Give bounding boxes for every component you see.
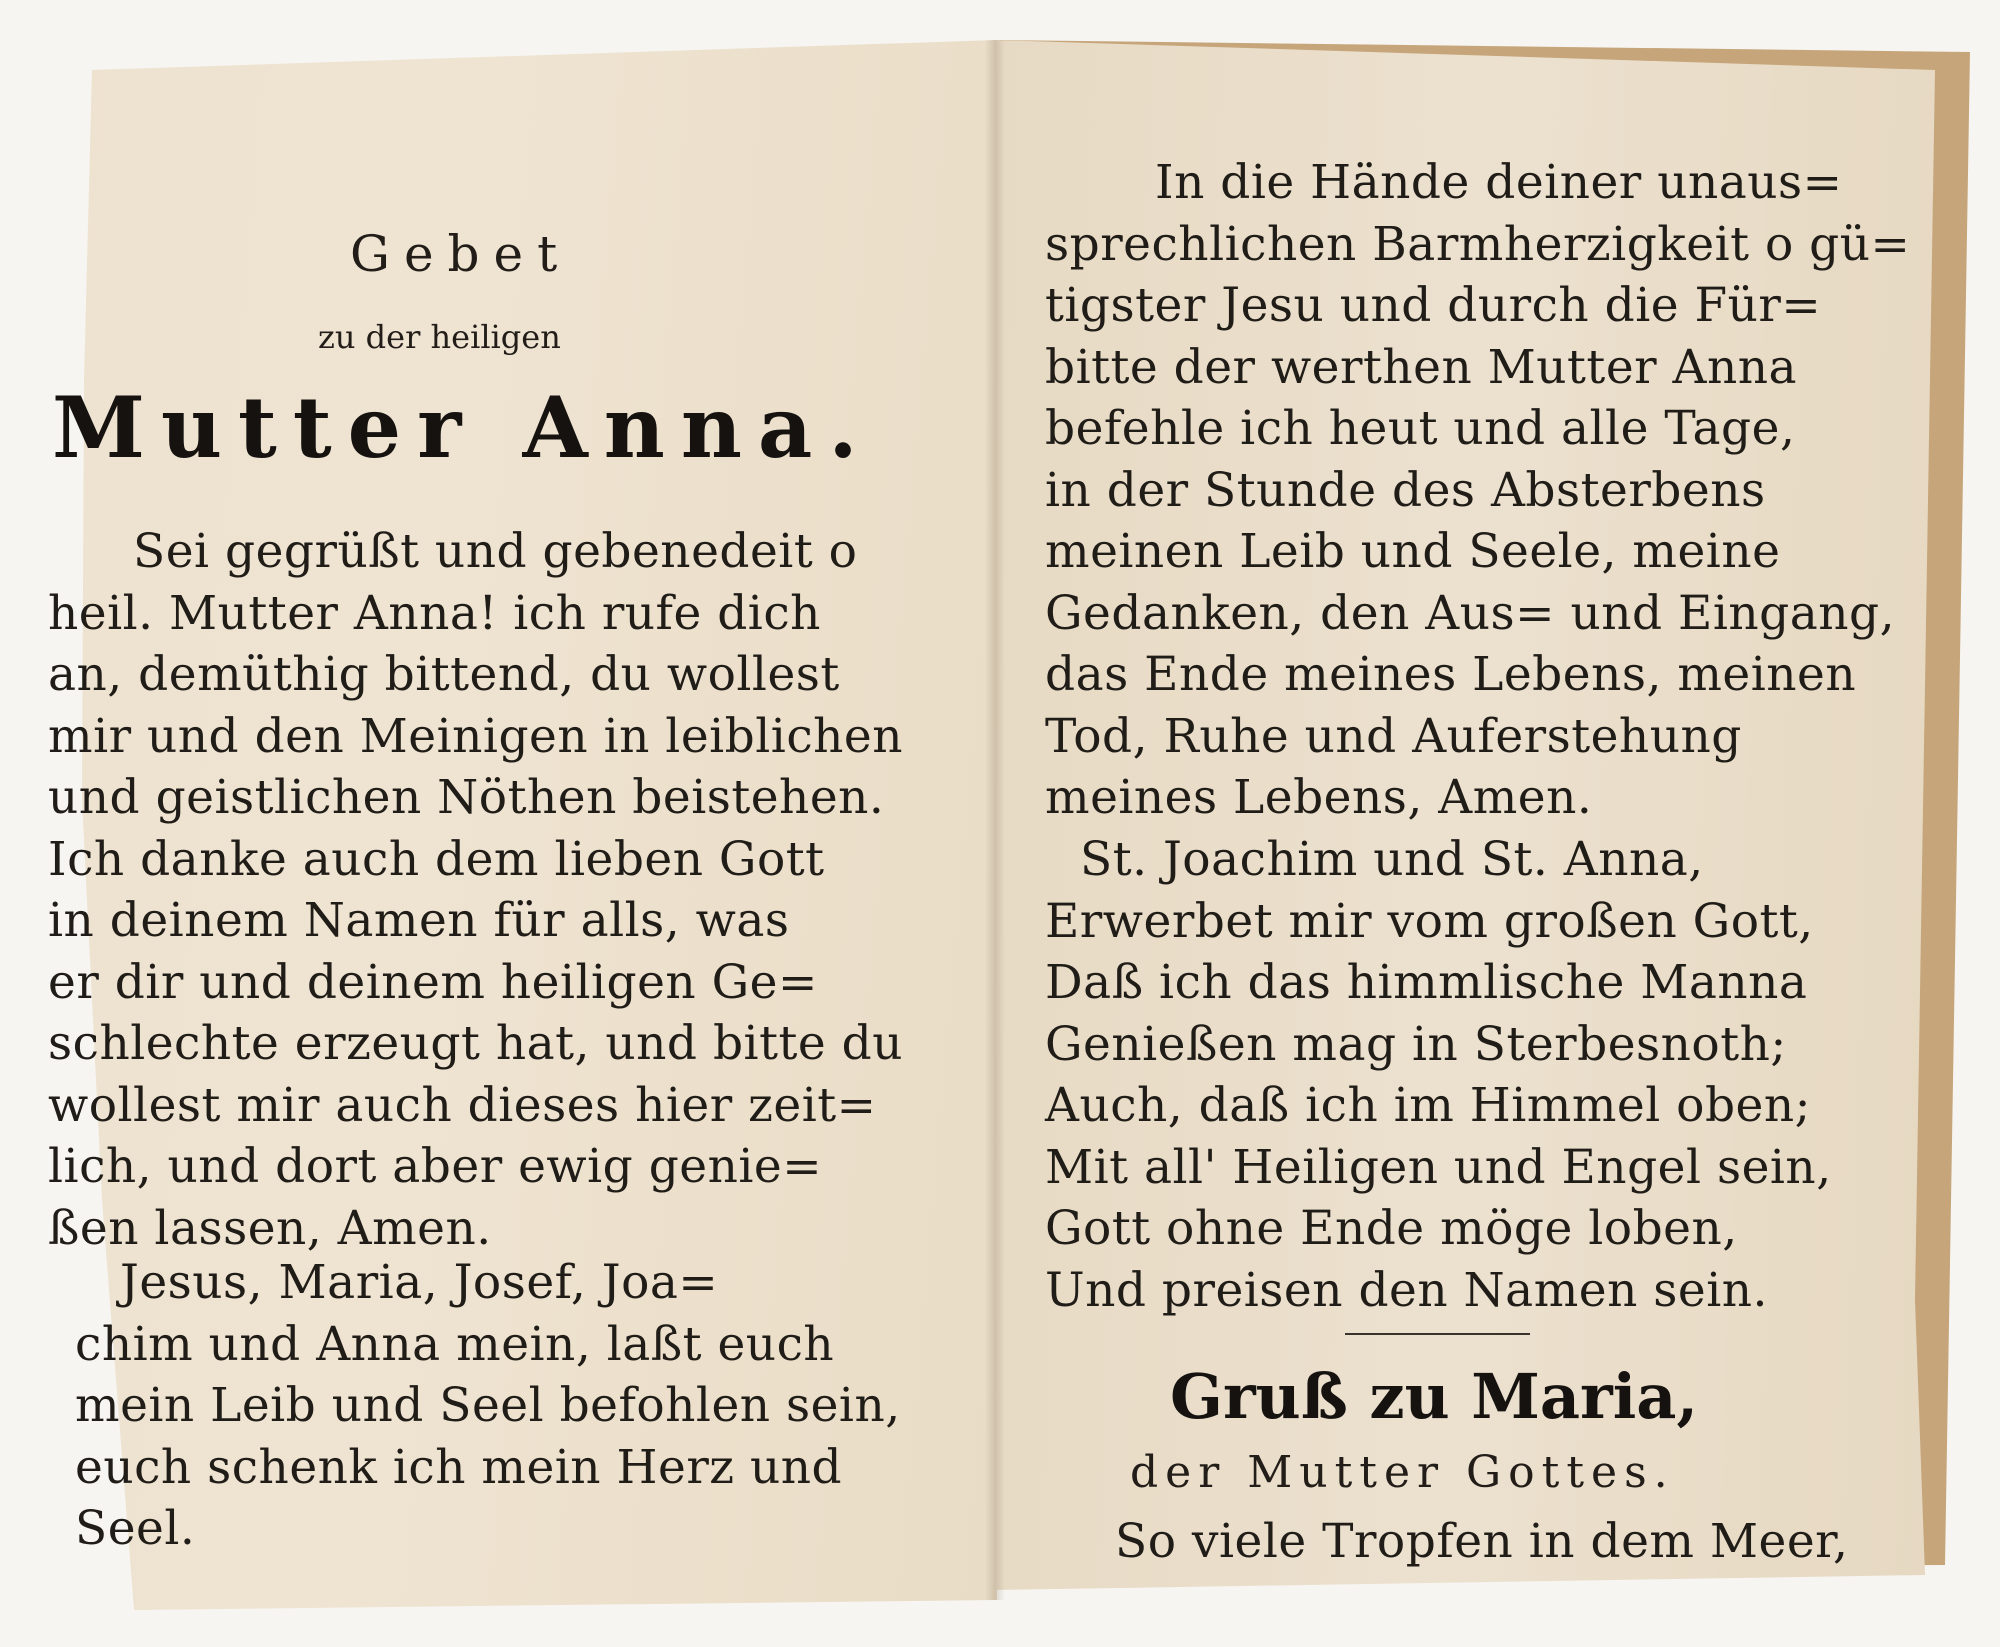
text-line: heil. Mutter Anna! ich rufe dich (48, 585, 821, 641)
text-line: meines Lebens, Amen. (1045, 770, 1593, 825)
text-line: Ich danke auch dem lieben Gott (48, 831, 825, 887)
text-line: tigster Jesu und durch die Für= (1045, 278, 1822, 333)
text-line: Auch, daß ich im Himmel oben; (1045, 1078, 1811, 1133)
text-line: Daß ich das himmlische Manna (1045, 955, 1808, 1010)
text-line: in deinem Namen für alls, was (48, 893, 790, 948)
text-line: Gott ohne Ende möge loben, (1045, 1201, 1738, 1256)
greeting-heading: Gruß zu Maria, (1170, 1360, 1699, 1433)
text-line: befehle ich heut und alle Tage, (1045, 401, 1796, 456)
text-line: an, demüthig bittend, du wollest (48, 647, 840, 702)
text-line: wollest mir auch dieses hier zeit= (48, 1077, 877, 1133)
text-line: er dir und deinem heiligen Ge= (48, 954, 818, 1010)
text-line: Jesus, Maria, Josef, Joa= (120, 1255, 719, 1310)
text-line: St. Joachim und St. Anna, (1080, 832, 1704, 887)
text-line: Sei gegrüßt und gebenedeit o (133, 524, 858, 579)
text-line: schlechte erzeugt hat, und bitte du (48, 1016, 903, 1071)
text-line: lich, und dort aber ewig genie= (48, 1139, 823, 1194)
prayer-heading: Mutter Anna. (52, 378, 874, 477)
text-line: mein Leib und Seel befohlen sein, (75, 1378, 901, 1433)
prayer-title: Gebet (350, 225, 572, 283)
text-line: euch schenk ich mein Herz und (75, 1439, 843, 1495)
text-line: Und preisen den Namen sein. (1045, 1262, 1768, 1318)
prayer-subtitle: zu der heiligen (318, 318, 561, 356)
text-line: Genießen mag in Sterbesnoth; (1045, 1016, 1787, 1072)
text-line: Seel. (75, 1501, 196, 1556)
text-line: chim und Anna mein, laßt euch (75, 1316, 835, 1372)
greeting-subheading: der Mutter Gottes. (1130, 1447, 1675, 1498)
text-line: Tod, Ruhe und Auferstehung (1045, 708, 1742, 764)
text-line: Mit all' Heiligen und Engel sein, (1045, 1139, 1832, 1195)
text-line: in der Stunde des Absterbens (1045, 462, 1766, 518)
text-line: bitte der werthen Mutter Anna (1045, 339, 1798, 395)
section-divider (1345, 1333, 1530, 1335)
closing-line: So viele Tropfen in dem Meer, (1115, 1514, 1849, 1569)
text-line: ßen lassen, Amen. (48, 1200, 492, 1256)
text-line: In die Hände deiner unaus= (1155, 155, 1843, 210)
text-line: meinen Leib und Seele, meine (1045, 524, 1781, 579)
text-line: Gedanken, den Aus= und Eingang, (1045, 585, 1896, 641)
text-line: sprechlichen Barmherzigkeit o gü= (1045, 216, 1911, 272)
text-line: und geistlichen Nöthen beistehen. (48, 770, 885, 825)
page-fold (985, 40, 1005, 1600)
text-line: Erwerbet mir vom großen Gott, (1045, 893, 1814, 949)
text-line: mir und den Meinigen in leiblichen (48, 708, 904, 764)
text-line: das Ende meines Lebens, meinen (1045, 647, 1857, 702)
